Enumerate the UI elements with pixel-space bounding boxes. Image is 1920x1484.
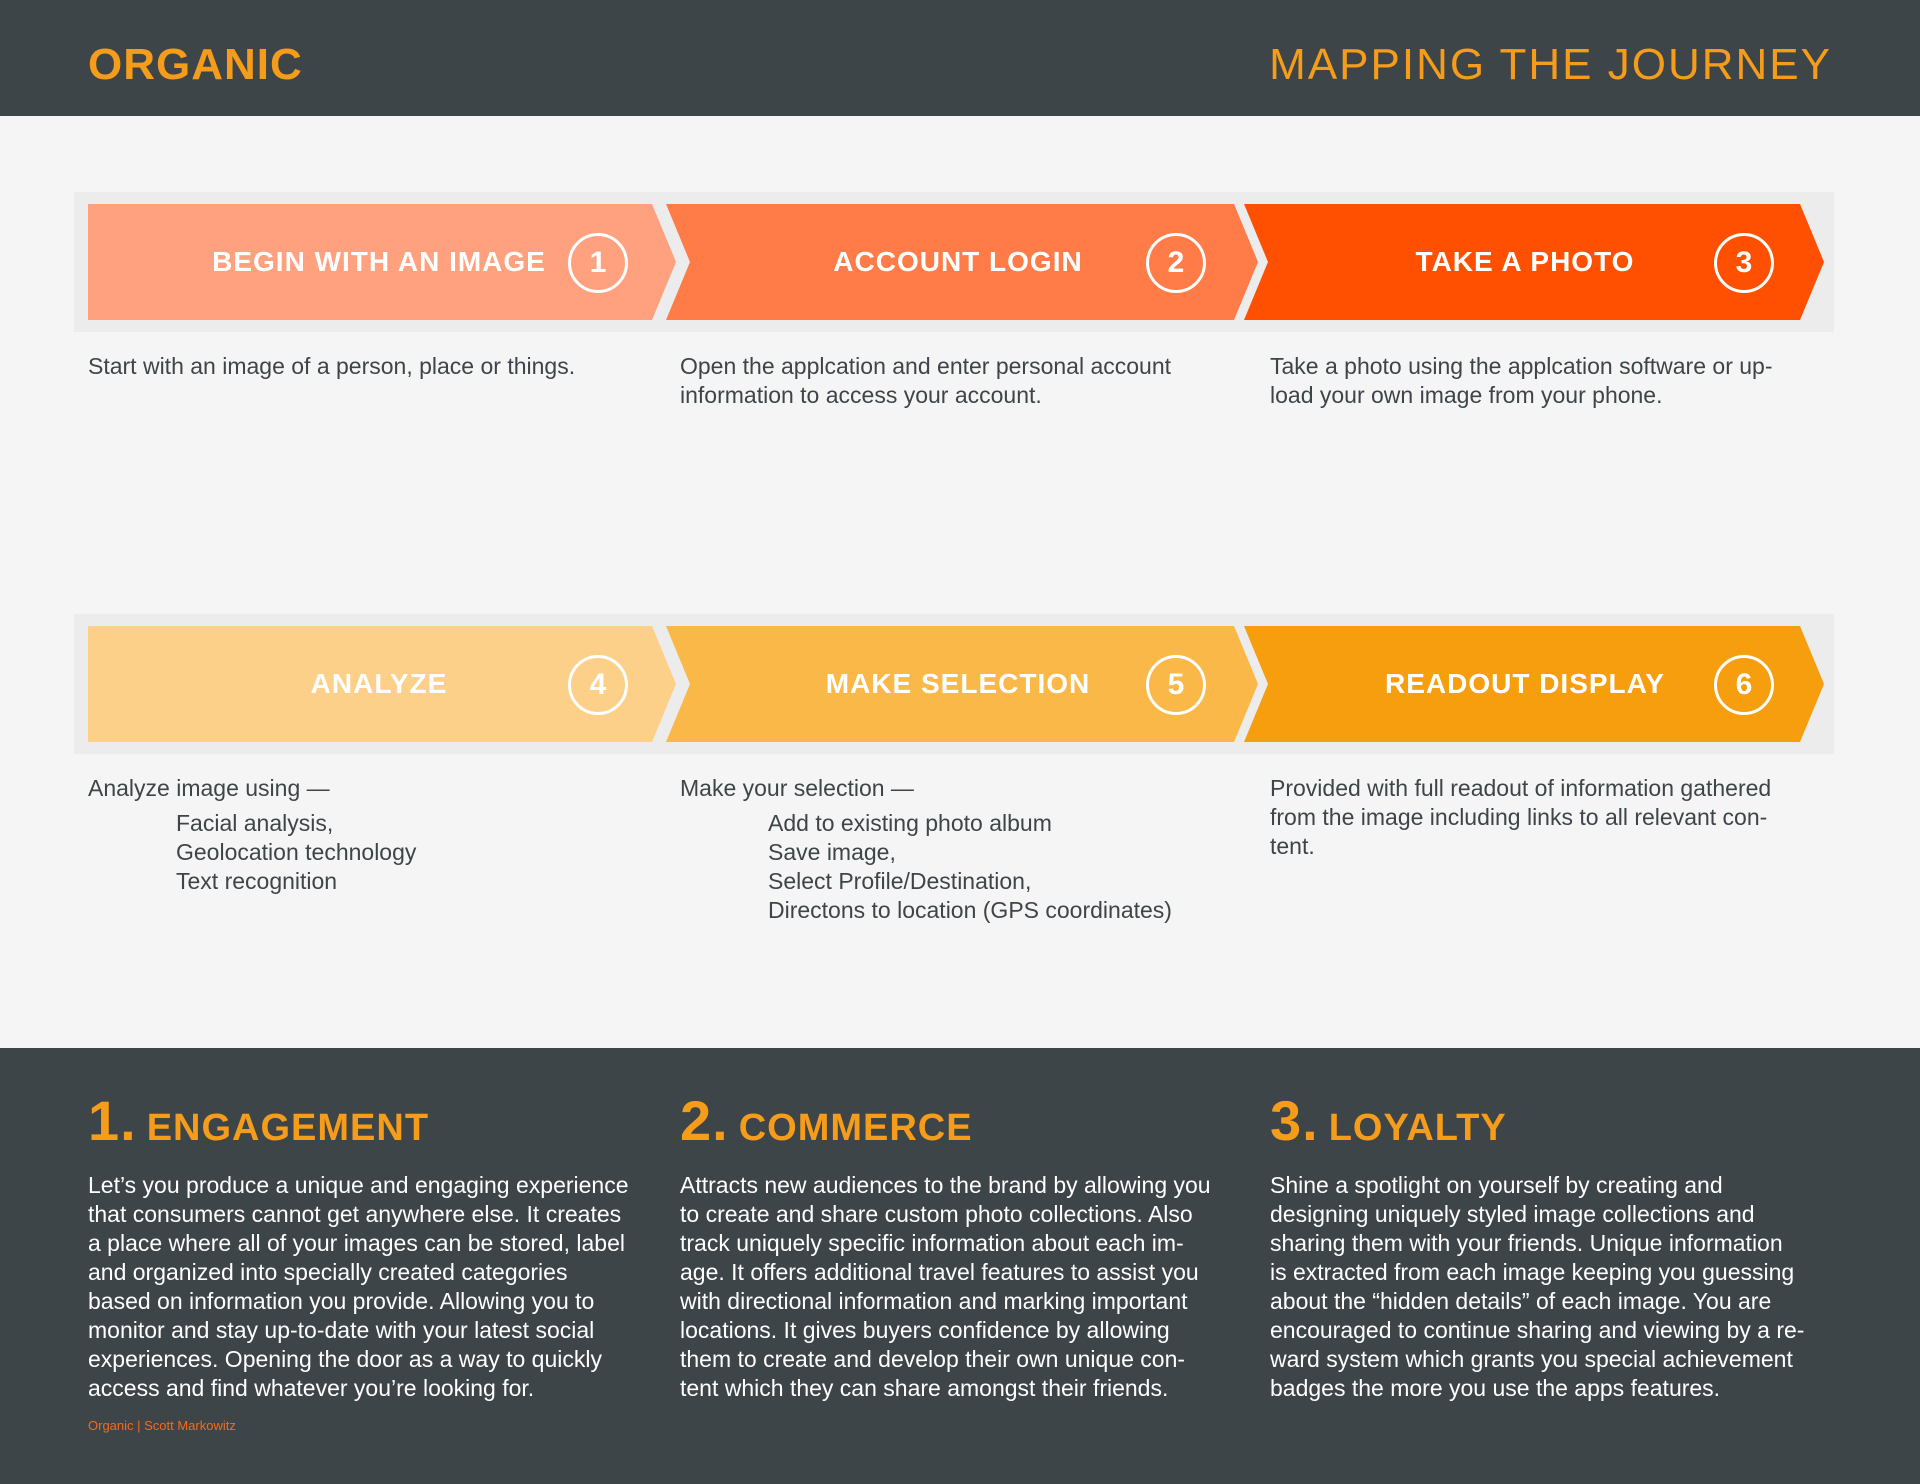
pillar-line: to create and share custom photo collections. Also xyxy=(680,1201,1193,1227)
pillar-line: experiences. Opening the door as a way to quickly xyxy=(88,1346,602,1372)
footer-credit: Organic | Scott Markowitz xyxy=(88,1418,236,1433)
pillar-engagement xyxy=(88,1088,648,1403)
brand-logo-text: ORGANIC xyxy=(88,40,303,89)
step-1-text: Start with an image of a person, place or things. xyxy=(88,353,576,379)
pillar-number: 1. xyxy=(88,1089,137,1152)
pillar-line: that consumers cannot get anywhere else. It creates xyxy=(88,1201,622,1227)
pillar-commerce xyxy=(680,1088,1240,1403)
step-5-list-item: Add to existing photo album xyxy=(768,810,1052,836)
pillar-line: based on information you provide. Allowing you to xyxy=(88,1288,595,1314)
step-3-text-line: load your own image from your phone. xyxy=(1270,382,1663,408)
step-6-text-line: from the image including links to all relevant con- xyxy=(1270,804,1768,830)
step-3-label: TAKE A PHOTO xyxy=(1415,246,1635,277)
step-3-number-badge: 3 xyxy=(1714,233,1774,293)
step-6-description xyxy=(1270,774,1810,861)
step-4-intro: Analyze image using — xyxy=(88,775,330,801)
pillar-number: 3. xyxy=(1270,1089,1319,1152)
pillar-body xyxy=(1270,1171,1830,1403)
pillar-line: a place where all of your images can be stored, label xyxy=(88,1230,625,1256)
pillar-body xyxy=(680,1171,1240,1403)
pillar-line: age. It offers additional travel features to assist you xyxy=(680,1259,1199,1285)
pillar-title: ENGAGEMENT xyxy=(146,1107,430,1149)
step-4-list-item: Geolocation technology xyxy=(176,839,417,865)
step-2-text-line: Open the applcation and enter personal account xyxy=(680,353,1172,379)
pillar-line: Let’s you produce a unique and engaging experience xyxy=(88,1172,629,1198)
step-3-description xyxy=(1270,352,1810,410)
pillar-line: locations. It gives buyers confidence by allowing xyxy=(680,1317,1170,1343)
step-6-text-line: tent. xyxy=(1270,833,1315,859)
pillar-line: track uniquely specific information about each im- xyxy=(680,1230,1184,1256)
step-5-list-item: Select Profile/Destination, xyxy=(768,868,1032,894)
step-1-description xyxy=(88,352,628,381)
pillar-line: sharing them with your friends. Unique information xyxy=(1270,1230,1783,1256)
header-bar xyxy=(0,0,1920,116)
step-1-label: BEGIN WITH AN IMAGE xyxy=(212,246,546,277)
journey-row-1 xyxy=(0,202,1920,322)
step-6-label: READOUT DISPLAY xyxy=(1384,668,1665,699)
pillar-line: about the “hidden details” of each image. You are xyxy=(1270,1288,1772,1314)
pillar-line: badges the more you use the apps features. xyxy=(1270,1375,1721,1401)
pillar-line: designing uniquely styled image collections and xyxy=(1270,1201,1755,1227)
step-5-list-item: Directons to location (GPS coordinates) xyxy=(768,897,1172,923)
step-6-number-badge: 6 xyxy=(1714,655,1774,715)
step-5-number-badge: 5 xyxy=(1146,655,1206,715)
step-4-description xyxy=(88,774,628,896)
step-3-text-line: Take a photo using the applcation software or up- xyxy=(1270,353,1773,379)
pillar-line: them to create and develop their own unique con- xyxy=(680,1346,1186,1372)
step-2-number-badge: 2 xyxy=(1146,233,1206,293)
pillar-line: access and find whatever you’re looking for. xyxy=(88,1375,535,1401)
step-5-list-item: Save image, xyxy=(768,839,896,865)
pillar-line: ward system which grants you special achievement xyxy=(1270,1346,1793,1372)
step-2-description xyxy=(680,352,1220,410)
pillar-heading xyxy=(1270,1088,1830,1153)
pillar-body xyxy=(88,1171,648,1403)
pillar-line: is extracted from each image keeping you guessing xyxy=(1270,1259,1795,1285)
pillar-heading xyxy=(88,1088,648,1153)
step-6-text-line: Provided with full readout of information gathered xyxy=(1270,775,1772,801)
pillar-line: Attracts new audiences to the brand by allowing you xyxy=(680,1172,1211,1198)
pillar-loyalty xyxy=(1270,1088,1830,1403)
page-title: MAPPING THE JOURNEY xyxy=(1269,40,1832,89)
pillar-line: monitor and stay up-to-date with your latest social xyxy=(88,1317,595,1343)
pillar-title: LOYALTY xyxy=(1328,1107,1507,1149)
pillar-heading xyxy=(680,1088,1240,1153)
pillar-line: tent which they can share amongst their friends. xyxy=(680,1375,1169,1401)
pillar-line: Shine a spotlight on yourself by creating and xyxy=(1270,1172,1723,1198)
pillar-line: encouraged to continue sharing and viewing by a re- xyxy=(1270,1317,1805,1343)
step-5-label: MAKE SELECTION xyxy=(825,668,1091,699)
pillar-line: with directional information and marking important xyxy=(680,1288,1188,1314)
step-4-list-item: Facial analysis, xyxy=(176,810,334,836)
step-2-label: ACCOUNT LOGIN xyxy=(833,246,1083,277)
step-5-description xyxy=(680,774,1220,925)
pillar-title: COMMERCE xyxy=(738,1107,973,1149)
pillar-number: 2. xyxy=(680,1089,729,1152)
step-1-number-badge: 1 xyxy=(568,233,628,293)
pillar-line: and organized into specially created categories xyxy=(88,1259,568,1285)
step-4-label: ANALYZE xyxy=(310,668,448,699)
step-4-number-badge: 4 xyxy=(568,655,628,715)
step-4-list-item: Text recognition xyxy=(176,868,338,894)
step-2-text-line: information to access your account. xyxy=(680,382,1042,408)
step-5-intro: Make your selection — xyxy=(680,775,914,801)
journey-row-2 xyxy=(0,624,1920,744)
